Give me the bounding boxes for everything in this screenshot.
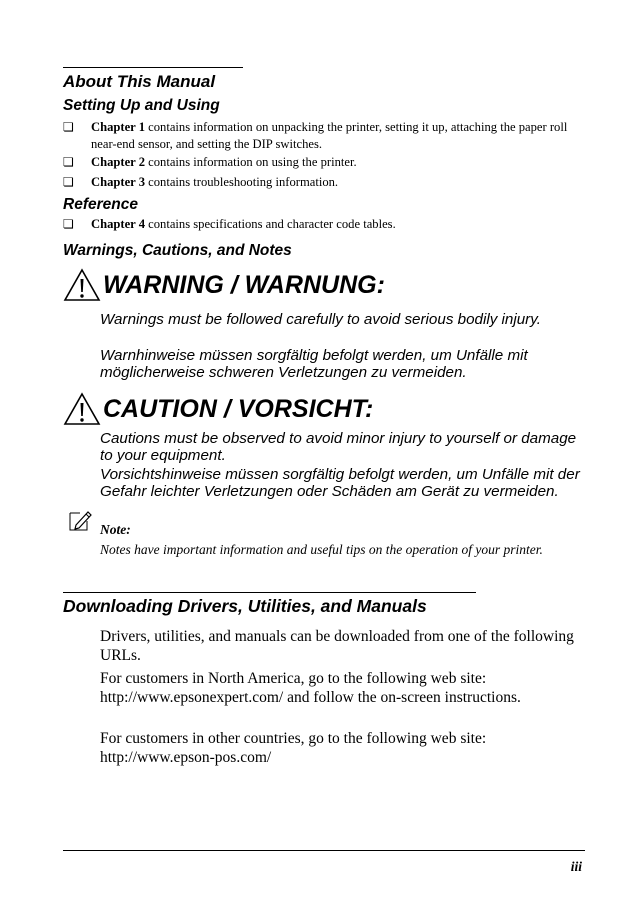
warning-triangle-icon [63,392,101,426]
chapter-label: Chapter 4 [91,217,145,231]
section-title-about: About This Manual [63,72,216,91]
warning-triangle-icon [63,268,101,302]
subsection-title-setting-up: Setting Up and Using [63,97,220,114]
top-rule [63,67,243,68]
item-text: contains information on using the printer. [145,155,357,169]
caution-text-en: Cautions must be observed to avoid minor injury to yourself or damage to your equipment. [100,430,577,464]
downloads-paragraph-2: For customers in North America, go to the following web site: http://www.epsonexpert.com/ and follow the on-screen instructions. [100,670,521,706]
caution-title: CAUTION / VORSICHT: [103,394,374,423]
checkbox-bullet-icon: ❏ [63,155,74,169]
warning-text-de: Warnhinweise müssen sorgfältig befolgt werden, um Unfälle mit möglicherweise schweren Verletzungen zu vermeiden. [100,347,528,381]
section-title-downloads: Downloading Drivers, Utilities, and Manuals [63,596,427,616]
pencil-icon [67,509,93,533]
chapter-label: Chapter 3 [91,175,145,189]
warning-text-en: Warnings must be followed carefully to avoid serious bodily injury. [100,311,541,328]
page-number: iii [570,859,582,874]
subsection-title-warnings: Warnings, Cautions, and Notes [63,242,292,259]
footer-rule [63,850,585,851]
subsection-title-reference: Reference [63,196,138,213]
caution-heading [63,392,373,426]
note-title: Note: [100,522,131,537]
checkbox-bullet-icon: ❏ [63,120,74,134]
downloads-paragraph-1: Drivers, utilities, and manuals can be downloaded from one of the following URLs. [100,628,574,664]
checkbox-bullet-icon: ❏ [63,217,74,231]
item-text: contains information on unpacking the printer, setting it up, attaching the paper roll near-end sensor, and setting the DIP switches. [91,120,568,151]
item-text: contains specifications and character code tables. [145,217,396,231]
item-text: contains troubleshooting information. [145,175,339,189]
warning-title: WARNING / WARNUNG: [103,270,385,299]
checkbox-bullet-icon: ❏ [63,175,74,189]
downloads-rule [63,592,476,593]
chapter-label: Chapter 1 [91,120,145,134]
chapter-label: Chapter 2 [91,155,145,169]
caution-text-de: Vorsichtshinweise müssen sorgfältig befolgt werden, um Unfälle mit der Gefahr leichter Verletzungen oder Schäden am Gerät zu vermeiden. [100,466,580,500]
downloads-paragraph-3: For customers in other countries, go to the following web site: http://www.epson-pos.com/ [100,730,487,766]
warning-heading [63,268,385,302]
note-text: Notes have important information and useful tips on the operation of your printer. [100,542,543,557]
